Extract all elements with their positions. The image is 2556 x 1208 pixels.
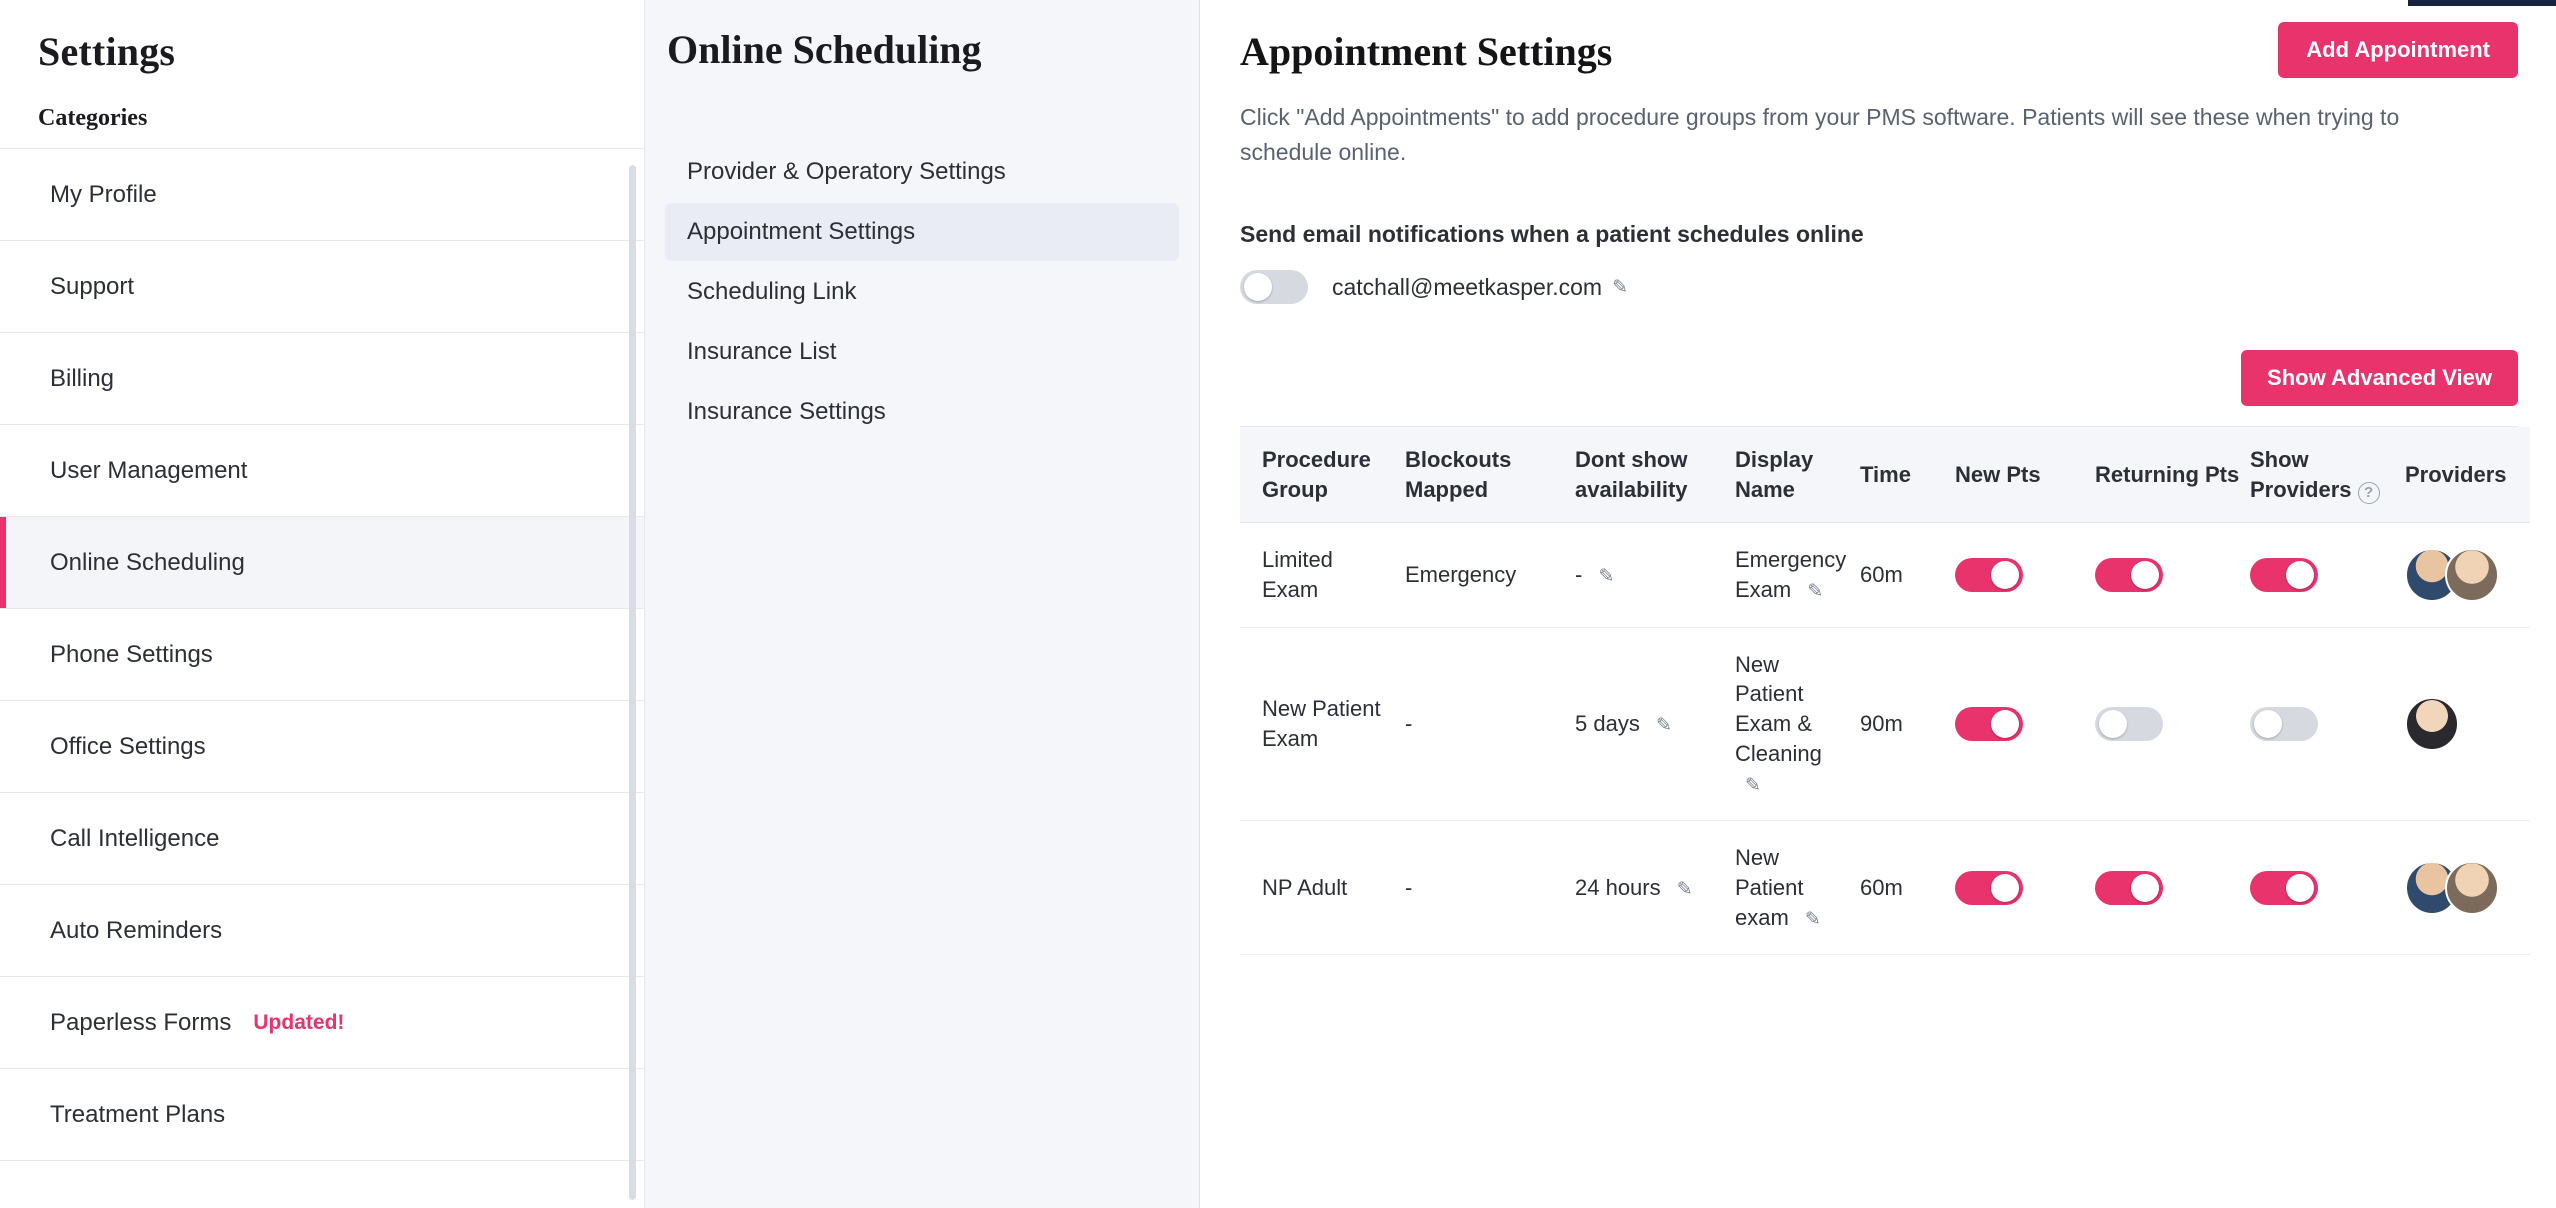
returning-pts-toggle[interactable] xyxy=(2095,707,2163,741)
edit-pencil-icon[interactable]: ✎ xyxy=(1612,276,1628,298)
table-body xyxy=(1240,523,2530,955)
sidebar-item-label: Paperless Forms xyxy=(50,1008,232,1036)
cell-new-pts xyxy=(1955,627,2095,820)
appointments-table-wrapper xyxy=(1240,426,2518,955)
sidebar-item-auto-reminders[interactable] xyxy=(0,885,644,977)
provider-avatars[interactable] xyxy=(2405,548,2520,602)
panel-description: Click "Add Appointments" to add procedure groups from your PMS software. Patients will see these when trying to schedule online. xyxy=(1240,104,2400,165)
sidebar-item-label: User Management xyxy=(50,456,248,484)
sidebar-item-label: Online Scheduling xyxy=(50,548,245,576)
help-icon[interactable]: ? xyxy=(2358,482,2380,504)
table-header xyxy=(1240,427,2530,523)
col-show-providers xyxy=(2250,427,2405,523)
sidebar-item-paperless-forms[interactable] xyxy=(0,977,644,1069)
sidebar-item-label: Treatment Plans xyxy=(50,1100,226,1128)
sidebar-item-label: Support xyxy=(50,272,135,300)
cell-show-providers xyxy=(2250,821,2405,955)
cell-time: 60m xyxy=(1860,523,1955,627)
advanced-view-row xyxy=(1240,350,2518,406)
col-new-pts: New Pts xyxy=(1955,427,2095,523)
display-name-value: New Patient Exam & Cleaning xyxy=(1735,651,1822,766)
sidebar-item-my-profile[interactable] xyxy=(0,149,644,241)
toggle-knob xyxy=(1991,710,2019,738)
edit-pencil-icon[interactable]: ✎ xyxy=(1676,878,1693,900)
nav-item-appointment-settings[interactable] xyxy=(665,203,1179,261)
sidebar-item-office-settings[interactable] xyxy=(0,701,644,793)
settings-sidebar xyxy=(0,0,645,1208)
updated-badge: Updated! xyxy=(253,1010,345,1034)
toggle-knob xyxy=(1244,273,1272,301)
display-name-value: Emergency Exam xyxy=(1735,547,1847,603)
sidebar-list xyxy=(0,148,644,1161)
table-row[interactable] xyxy=(1240,821,2530,955)
cell-procedure-group: NP Adult xyxy=(1240,821,1405,955)
cell-returning-pts xyxy=(2095,627,2250,820)
returning-pts-toggle[interactable] xyxy=(2095,871,2163,905)
cell-display-name xyxy=(1735,821,1860,955)
show-providers-toggle[interactable] xyxy=(2250,558,2318,592)
cell-show-providers xyxy=(2250,523,2405,627)
sidebar-item-treatment-plans[interactable] xyxy=(0,1069,644,1161)
display-name-value: New Patient exam xyxy=(1735,845,1804,930)
cell-dont-show-availability xyxy=(1575,821,1735,955)
cell-dont-show-availability xyxy=(1575,627,1735,820)
nav-item-provider-operatory-settings[interactable] xyxy=(665,143,1179,201)
panel-title: Appointment Settings xyxy=(1240,29,1613,74)
col-display-name: Display Name xyxy=(1735,427,1860,523)
col-procedure-group: Procedure Group xyxy=(1240,427,1405,523)
cell-providers xyxy=(2405,627,2530,820)
add-appointment-button[interactable]: Add Appointment xyxy=(2278,22,2518,78)
show-providers-toggle[interactable] xyxy=(2250,871,2318,905)
nav-item-label: Insurance List xyxy=(687,338,837,365)
cell-dont-show-availability xyxy=(1575,523,1735,627)
avatar xyxy=(2445,548,2499,602)
cell-procedure-group: New Patient Exam xyxy=(1240,627,1405,820)
cell-time: 90m xyxy=(1860,627,1955,820)
new-pts-toggle[interactable] xyxy=(1955,707,2023,741)
new-pts-toggle[interactable] xyxy=(1955,558,2023,592)
col-returning-pts: Returning Pts xyxy=(2095,427,2250,523)
online-scheduling-nav xyxy=(645,0,1200,1208)
avatar xyxy=(2405,697,2459,751)
cell-returning-pts xyxy=(2095,523,2250,627)
nav-item-label: Provider & Operatory Settings xyxy=(687,158,1006,185)
edit-pencil-icon[interactable]: ✎ xyxy=(1655,715,1672,737)
table-header-row xyxy=(1240,427,2530,523)
col-providers: Providers xyxy=(2405,427,2530,523)
sidebar-item-label: Office Settings xyxy=(50,732,206,760)
new-pts-toggle[interactable] xyxy=(1955,871,2023,905)
cell-time: 60m xyxy=(1860,821,1955,955)
email-notifications-row xyxy=(1240,270,2518,304)
col-blockouts-mapped: Blockouts Mapped xyxy=(1405,427,1575,523)
sidebar-item-label: Auto Reminders xyxy=(50,916,223,944)
sidebar-item-label: Call Intelligence xyxy=(50,824,220,852)
toggle-knob xyxy=(2286,874,2314,902)
appointments-table xyxy=(1240,427,2530,955)
availability-value: 5 days xyxy=(1575,711,1640,737)
sidebar-item-label: Billing xyxy=(50,364,115,392)
returning-pts-toggle[interactable] xyxy=(2095,558,2163,592)
top-accent-bar xyxy=(2408,0,2556,6)
sidebar-item-online-scheduling[interactable] xyxy=(0,517,644,609)
show-advanced-view-button[interactable]: Show Advanced View xyxy=(2241,350,2518,406)
cell-blockouts-mapped: - xyxy=(1405,627,1575,820)
nav-item-label: Appointment Settings xyxy=(687,218,916,245)
appointment-settings-panel xyxy=(1200,0,2556,1208)
page-title: Settings xyxy=(38,29,176,74)
edit-pencil-icon[interactable]: ✎ xyxy=(1804,908,1821,930)
toggle-knob xyxy=(2286,561,2314,589)
nav-item-label: Scheduling Link xyxy=(687,278,857,305)
sidebar-item-call-intelligence[interactable] xyxy=(0,793,644,885)
nav-item-label: Insurance Settings xyxy=(687,398,886,425)
cell-display-name xyxy=(1735,627,1860,820)
provider-avatars[interactable] xyxy=(2405,861,2520,915)
sidebar-item-label: My Profile xyxy=(50,180,157,208)
toggle-knob xyxy=(2099,710,2127,738)
categories-heading: Categories xyxy=(38,105,148,131)
nav-item-insurance-settings[interactable] xyxy=(665,383,1179,441)
cell-providers xyxy=(2405,821,2530,955)
availability-value: 24 hours xyxy=(1575,874,1661,900)
table-row[interactable] xyxy=(1240,523,2530,627)
edit-pencil-icon[interactable]: ✎ xyxy=(1745,774,1761,796)
toggle-knob xyxy=(2131,561,2159,589)
toggle-knob xyxy=(2131,874,2159,902)
toggle-knob xyxy=(1991,874,2019,902)
nav-item-insurance-list[interactable] xyxy=(665,323,1179,381)
cell-new-pts xyxy=(1955,523,2095,627)
col-dont-show-availability: Dont show availability xyxy=(1575,427,1735,523)
sidebar-item-user-management[interactable] xyxy=(0,425,644,517)
sidebar-item-label: Phone Settings xyxy=(50,640,213,668)
table-row[interactable] xyxy=(1240,627,2530,820)
cell-new-pts xyxy=(1955,821,2095,955)
col-show-providers-label: Show Providers xyxy=(2250,447,2352,502)
cell-blockouts-mapped: - xyxy=(1405,821,1575,955)
sidebar-scrollbar[interactable] xyxy=(629,165,636,1200)
toggle-knob xyxy=(2254,710,2282,738)
availability-value: - xyxy=(1575,562,1583,588)
email-notifications-label: Send email notifications when a patient schedules online xyxy=(1240,221,1864,247)
notification-email-value: catchall@meetkasper.com xyxy=(1332,273,1603,300)
cell-show-providers xyxy=(2250,627,2405,820)
cell-providers xyxy=(2405,523,2530,627)
cell-display-name xyxy=(1735,523,1860,627)
sidebar-item-billing[interactable] xyxy=(0,333,644,425)
avatar xyxy=(2445,861,2499,915)
provider-avatars[interactable] xyxy=(2405,697,2520,751)
nav-item-scheduling-link[interactable] xyxy=(665,263,1179,321)
email-notifications-toggle[interactable] xyxy=(1240,270,1308,304)
cell-procedure-group: Limited Exam xyxy=(1240,523,1405,627)
toggle-knob xyxy=(1991,561,2019,589)
panel-header xyxy=(1240,22,2518,78)
edit-pencil-icon[interactable]: ✎ xyxy=(1598,566,1615,588)
sidebar-item-support[interactable] xyxy=(0,241,644,333)
sidebar-item-phone-settings[interactable] xyxy=(0,609,644,701)
col-time: Time xyxy=(1860,427,1955,523)
cell-returning-pts xyxy=(2095,821,2250,955)
cell-blockouts-mapped: Emergency xyxy=(1405,523,1575,627)
show-providers-toggle[interactable] xyxy=(2250,707,2318,741)
section-title: Online Scheduling xyxy=(667,27,982,72)
edit-pencil-icon[interactable]: ✎ xyxy=(1807,581,1824,603)
